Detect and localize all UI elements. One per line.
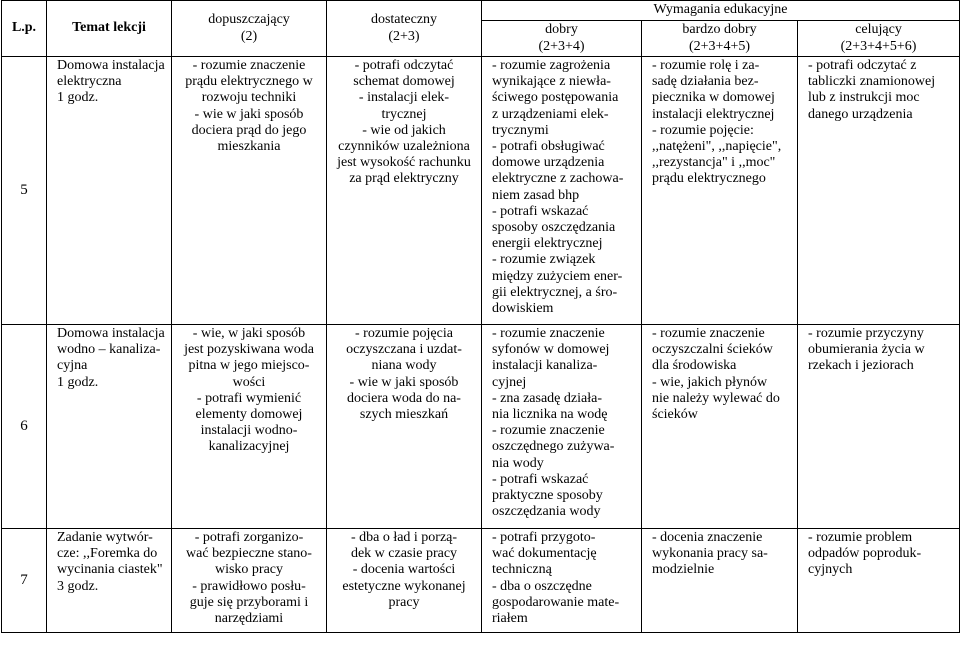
text-line: trycznymi bbox=[492, 122, 549, 138]
level-code: (2+3+4) bbox=[538, 38, 585, 54]
text-line: oszczędnego zużywa- bbox=[492, 439, 615, 455]
text-line: guje się przyborami i bbox=[189, 594, 309, 610]
header-level-3 bbox=[327, 1, 482, 57]
text-line: - rozumie znaczenie bbox=[652, 326, 765, 341]
text-line: pracy bbox=[388, 594, 420, 610]
text-line: techniczną bbox=[492, 562, 552, 578]
text-line: - instalacji elek- bbox=[358, 90, 450, 106]
level-3-cell bbox=[327, 529, 482, 633]
text-line: lub z instrukcji moc bbox=[808, 90, 920, 106]
text-line: gospodarowanie mate- bbox=[492, 594, 620, 610]
text-line: - docenia znaczenie bbox=[652, 530, 763, 545]
text-line: oczyszczana i uzdat- bbox=[346, 342, 462, 358]
text-line: estetyczne wykonanej bbox=[342, 578, 466, 594]
text-line: piecznika w domowej bbox=[652, 90, 775, 106]
text-line: - potrafi obsługiwać bbox=[492, 139, 605, 155]
lp-cell: 6 bbox=[2, 325, 47, 529]
text-line: dowiskiem bbox=[492, 301, 554, 317]
level-5-cell bbox=[642, 325, 798, 529]
text-line: - dba o ład i porzą- bbox=[350, 530, 458, 545]
level-code: (2) bbox=[240, 28, 258, 44]
text-line: wać dokumentację bbox=[492, 546, 597, 562]
level-name: bardzo dobry bbox=[682, 22, 757, 38]
header-level-6 bbox=[798, 21, 960, 57]
text-line: rzekach i jeziorach bbox=[808, 358, 914, 374]
text-line: energii elektrycznej bbox=[492, 236, 603, 252]
text-line: 1 godz. bbox=[57, 90, 99, 106]
level-name: celujący bbox=[855, 22, 902, 38]
header-level-5 bbox=[642, 21, 798, 57]
level-5-cell bbox=[642, 529, 798, 633]
level-3-cell bbox=[327, 57, 482, 325]
header-requirements: Wymagania edukacyjne bbox=[482, 1, 960, 21]
text-line: dociera woda do na- bbox=[347, 390, 461, 406]
text-line: oczyszczalni ścieków bbox=[652, 342, 773, 358]
text-line: odpadów poproduk- bbox=[808, 546, 922, 562]
text-line: syfonów w domowej bbox=[492, 342, 610, 358]
text-line: praktyczne sposoby bbox=[492, 488, 603, 504]
text-line: - rozumie znaczenie bbox=[492, 326, 605, 341]
text-line: - potrafi odczytać z bbox=[808, 58, 917, 73]
text-line: instalacji elektrycznej bbox=[652, 106, 775, 122]
table-row bbox=[2, 325, 960, 529]
level-code: (2+3) bbox=[388, 28, 420, 44]
text-line: jest pozyskiwana woda bbox=[184, 342, 314, 358]
text-line: nia wody bbox=[492, 455, 544, 471]
text-line: tabliczki znamionowej bbox=[808, 74, 936, 90]
header-topic: Temat lekcji bbox=[47, 1, 172, 57]
text-line: - wie, w jaki sposób bbox=[192, 326, 306, 341]
text-line: dek w czasie pracy bbox=[350, 546, 458, 562]
header-level-4 bbox=[482, 21, 642, 57]
level-name: dobry bbox=[545, 22, 578, 38]
text-line: wynikające z niewła- bbox=[492, 74, 611, 90]
text-line: - rozumie znaczenie bbox=[192, 58, 306, 73]
level-6-cell bbox=[798, 325, 960, 529]
header-lp: L.p. bbox=[2, 1, 47, 57]
text-line: elektryczne z zachowa- bbox=[492, 171, 624, 187]
lp-cell: 7 bbox=[2, 529, 47, 633]
text-line: prądu elektrycznego w bbox=[185, 74, 313, 90]
text-line: dla środowiska bbox=[652, 358, 737, 374]
text-line: wycinania ciastek" bbox=[57, 562, 163, 578]
topic-cell bbox=[47, 529, 172, 633]
text-line: instalacji wodno- bbox=[200, 423, 298, 439]
text-line: - potrafi wskazać bbox=[492, 471, 589, 487]
text-line: wać bezpieczne stano- bbox=[186, 546, 312, 562]
text-line: niem zasad bhp bbox=[492, 187, 580, 203]
lp-cell: 5 bbox=[2, 57, 47, 325]
requirements-table bbox=[1, 0, 960, 633]
text-line: wisko pracy bbox=[214, 562, 284, 578]
text-line: - potrafi wymienić bbox=[196, 390, 302, 406]
text-line: czynników uzależniona bbox=[338, 139, 470, 155]
level-code: (2+3+4+5) bbox=[688, 38, 750, 54]
text-line: gii elektrycznej, a śro- bbox=[492, 284, 618, 300]
level-6-cell bbox=[798, 57, 960, 325]
text-line: - potrafi przygoto- bbox=[492, 530, 596, 545]
text-line: Domowa instalacja bbox=[57, 58, 165, 73]
text-line: - wie w jaki sposób bbox=[349, 374, 459, 390]
text-line: - rozumie pojęcie: bbox=[652, 122, 754, 138]
text-line: - rozumie rolę i za- bbox=[652, 58, 760, 73]
text-line: mieszkania bbox=[217, 139, 281, 155]
text-line: - rozumie znaczenie bbox=[492, 423, 605, 439]
text-line: niana wody bbox=[371, 358, 437, 374]
text-line: - rozumie problem bbox=[808, 530, 913, 545]
level-name: dopuszczający bbox=[208, 12, 290, 28]
text-line: trycznej bbox=[381, 106, 427, 122]
text-line: Zadanie wytwór- bbox=[57, 530, 153, 545]
text-line: elektryczna bbox=[57, 74, 122, 90]
level-name: dostateczny bbox=[370, 12, 438, 28]
text-line: 3 godz. bbox=[57, 578, 99, 594]
text-line: modzielnie bbox=[652, 562, 715, 578]
text-line: - docenia wartości bbox=[352, 562, 456, 578]
level-6-cell bbox=[798, 529, 960, 633]
table-row bbox=[2, 57, 960, 325]
text-line: jest wysokość rachunku bbox=[337, 155, 471, 171]
text-line: dociera prąd do jego bbox=[191, 122, 307, 138]
level-2-cell bbox=[172, 325, 327, 529]
text-line: - wie w jaki sposób bbox=[194, 106, 304, 122]
level-code: (2+3+4+5+6) bbox=[840, 38, 917, 54]
text-line: - dba o oszczędne bbox=[492, 578, 592, 594]
text-line: - potrafi wskazać bbox=[492, 203, 589, 219]
topic-cell bbox=[47, 325, 172, 529]
text-line: cyjna bbox=[57, 358, 88, 374]
text-line: prądu elektrycznego bbox=[652, 171, 766, 187]
text-line: wości bbox=[232, 374, 266, 390]
text-line: ściwego postępowania bbox=[492, 90, 619, 106]
text-line: cyjnych bbox=[808, 562, 853, 578]
text-line: ścieków bbox=[652, 407, 698, 423]
text-line: Domowa instalacja bbox=[57, 326, 165, 341]
text-line: między zużyciem ener- bbox=[492, 268, 623, 284]
text-line: - potrafi zorganizo- bbox=[194, 530, 304, 545]
text-line: narzędziami bbox=[214, 611, 284, 627]
text-line: danego urządzenia bbox=[808, 106, 913, 122]
text-line: sadę działania bez- bbox=[652, 74, 759, 90]
text-line: - wie od jakich bbox=[362, 122, 446, 138]
text-line: schemat domowej bbox=[353, 74, 455, 90]
text-line: instalacji kanaliza- bbox=[492, 358, 598, 374]
level-4-cell bbox=[482, 57, 642, 325]
level-4-cell bbox=[482, 325, 642, 529]
text-line: - zna zasadę działa- bbox=[492, 390, 602, 406]
level-4-cell bbox=[482, 529, 642, 633]
text-line: rozwoju techniki bbox=[201, 90, 297, 106]
text-line: - rozumie zagrożenia bbox=[492, 58, 611, 73]
text-line: - potrafi odczytać bbox=[354, 58, 454, 73]
text-line: pitna w jego miejsco- bbox=[188, 358, 310, 374]
header-level-2 bbox=[172, 1, 327, 57]
text-line: 1 godz. bbox=[57, 374, 99, 390]
level-2-cell bbox=[172, 57, 327, 325]
text-line: - prawidłowo posłu- bbox=[192, 578, 306, 594]
text-line: domowe urządzenia bbox=[492, 155, 605, 171]
text-line: riałem bbox=[492, 611, 528, 627]
text-line: szych mieszkań bbox=[359, 407, 449, 423]
text-line: nia licznika na wodę bbox=[492, 407, 608, 423]
text-line: kanalizacyjnej bbox=[208, 439, 290, 455]
table-row bbox=[2, 529, 960, 633]
text-line: cyjnej bbox=[492, 374, 527, 390]
level-5-cell bbox=[642, 57, 798, 325]
text-line: za prąd elektryczny bbox=[349, 171, 459, 187]
text-line: ,,natężeni", ,,napięcie", bbox=[652, 139, 782, 155]
level-2-cell bbox=[172, 529, 327, 633]
text-line: - rozumie związek bbox=[492, 252, 596, 268]
text-line: - rozumie przyczyny bbox=[808, 326, 924, 341]
text-line: - rozumie pojęcia bbox=[355, 326, 453, 341]
text-line: obumierania życia w bbox=[808, 342, 925, 358]
text-line: wykonania pracy sa- bbox=[652, 546, 768, 562]
text-line: z urządzeniami elek- bbox=[492, 106, 609, 122]
topic-cell bbox=[47, 57, 172, 325]
text-line: cze: ,,Foremka do bbox=[57, 546, 158, 562]
text-line: sposoby oszczędzania bbox=[492, 220, 616, 236]
text-line: elementy domowej bbox=[195, 407, 303, 423]
text-line: nie należy wylewać do bbox=[652, 390, 780, 406]
text-line: oszczędzania wody bbox=[492, 504, 601, 520]
text-line: wodno – kanaliza- bbox=[57, 342, 161, 358]
text-line: - wie, jakich płynów bbox=[652, 374, 768, 390]
level-3-cell bbox=[327, 325, 482, 529]
text-line: ,,rezystancja" i ,,moc" bbox=[652, 155, 776, 171]
